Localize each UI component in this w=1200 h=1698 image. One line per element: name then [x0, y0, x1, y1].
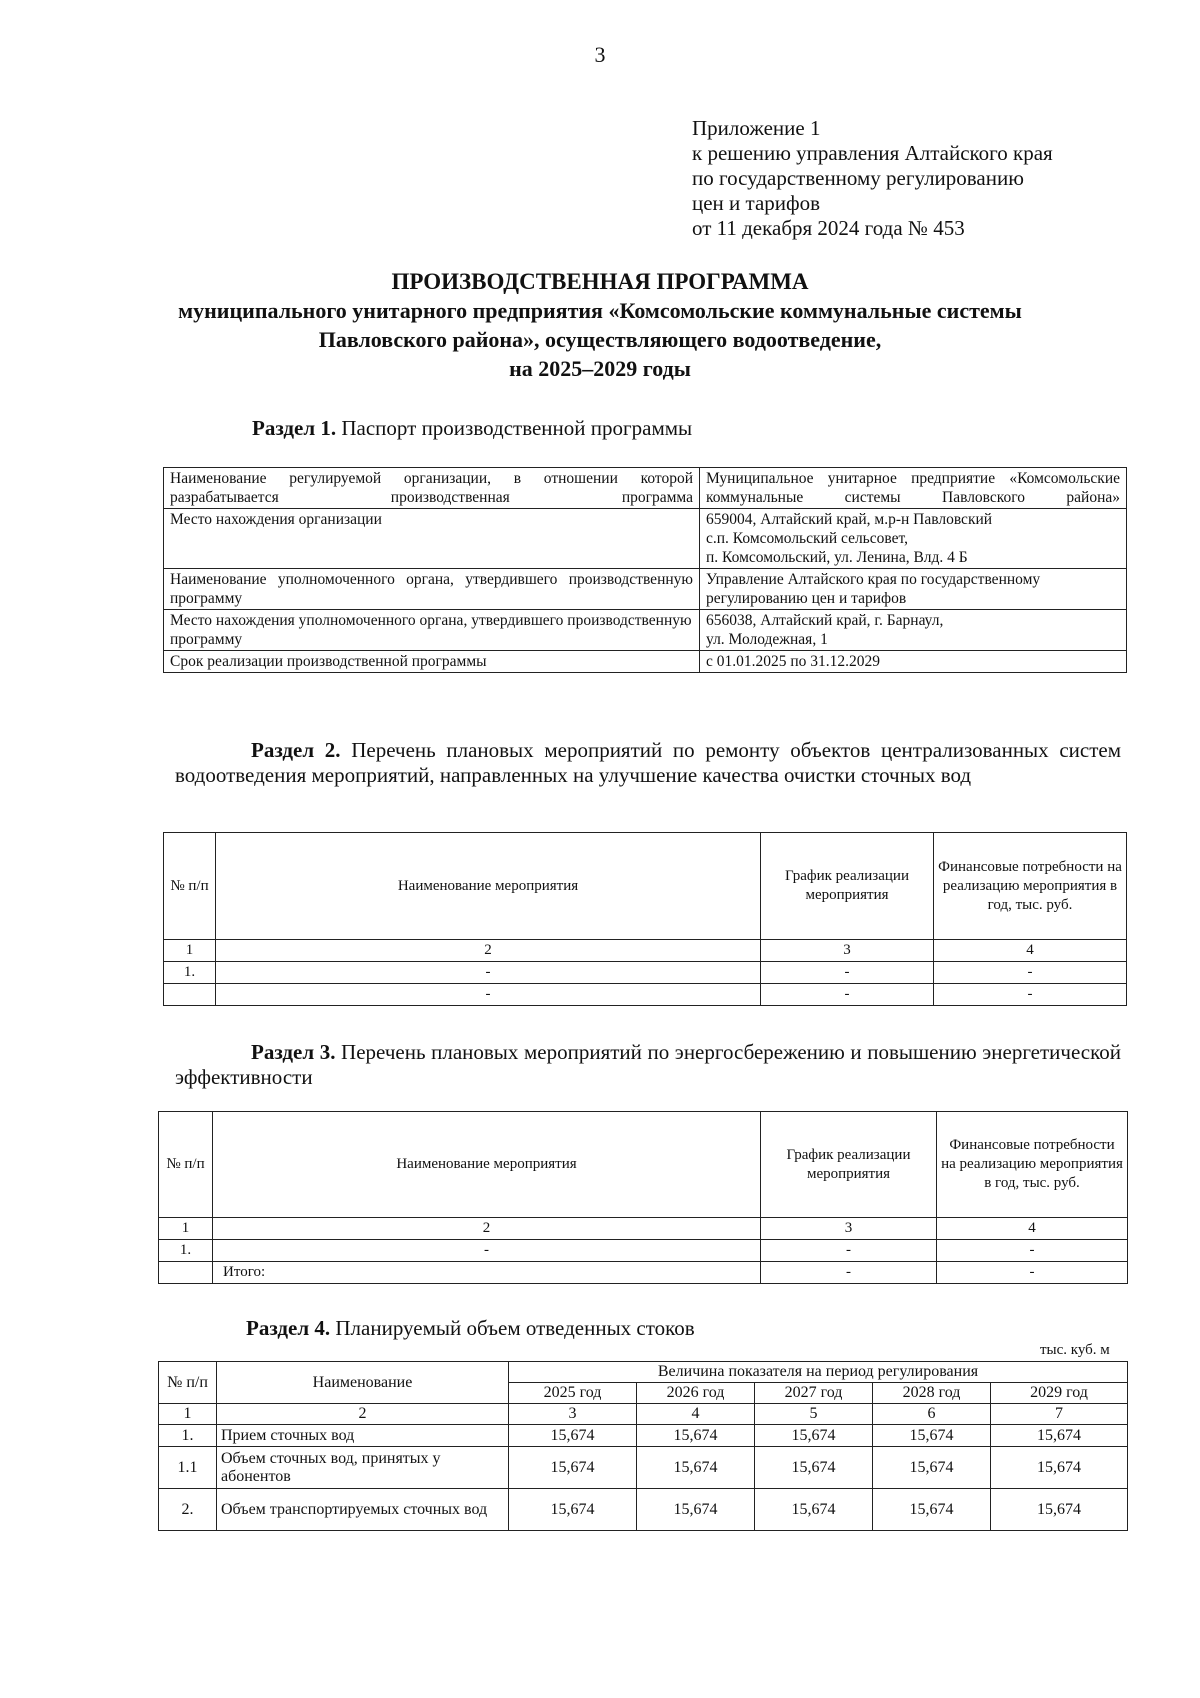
row-name: Объем транспортируемых сточных вод	[217, 1489, 509, 1531]
row-value: 15,674	[637, 1489, 755, 1531]
header-num: № п/п	[159, 1362, 217, 1404]
appendix-line: цен и тарифов	[692, 191, 821, 215]
page-number: 3	[594, 42, 606, 67]
column-number: 2	[217, 1404, 509, 1425]
section3-heading	[175, 1040, 1121, 1090]
appendix-block	[692, 116, 1053, 241]
header-schedule: График реализации мероприятия	[761, 1112, 937, 1218]
table-number-row	[159, 1218, 1128, 1240]
table-row	[164, 651, 1127, 673]
header-year: 2028 год	[873, 1383, 991, 1404]
column-number: 3	[761, 1218, 937, 1240]
appendix-line: от 11 декабря 2024 года № 453	[692, 216, 965, 240]
row-value: 15,674	[873, 1425, 991, 1447]
value-line: п. Комсомольский, ул. Ленина, Влд. 4 Б	[706, 549, 968, 566]
column-number: 7	[991, 1404, 1128, 1425]
table-cell	[164, 984, 216, 1006]
energy-measures-table	[158, 1111, 1128, 1284]
passport-value: Управление Алтайского края по государственному регулированию цен и тарифов	[700, 569, 1127, 610]
column-number: 2	[213, 1218, 761, 1240]
section1-heading	[252, 416, 692, 441]
row-value: 15,674	[509, 1425, 637, 1447]
table-row	[164, 984, 1127, 1006]
section3-label: Раздел 3.	[251, 1040, 336, 1064]
passport-key: Место нахождения организации	[164, 509, 700, 569]
passport-key: Наименование уполномоченного органа, утвердившего производственную программу	[164, 569, 700, 610]
row-num: 1.	[159, 1425, 217, 1447]
section2-label: Раздел 2.	[251, 738, 341, 762]
appendix-line: к решению управления Алтайского края	[692, 141, 1053, 165]
table-row	[159, 1262, 1128, 1284]
header-year: 2027 год	[755, 1383, 873, 1404]
table-cell: 1.	[159, 1240, 213, 1262]
table-header-row	[159, 1362, 1128, 1383]
repair-measures-table	[163, 832, 1127, 1006]
table-row	[159, 1240, 1128, 1262]
column-number: 1	[159, 1404, 217, 1425]
title-line: на 2025–2029 годы	[509, 356, 691, 381]
header-year: 2026 год	[637, 1383, 755, 1404]
row-value: 15,674	[991, 1447, 1128, 1489]
column-number: 4	[637, 1404, 755, 1425]
row-value: 15,674	[637, 1425, 755, 1447]
table-cell	[159, 1262, 213, 1284]
appendix-line: по государственному регулированию	[692, 166, 1024, 190]
column-number: 6	[873, 1404, 991, 1425]
passport-key: Срок реализации производственной программы	[164, 651, 700, 673]
section4-title: Планируемый объем отведенных стоков	[330, 1316, 695, 1340]
table-cell: -	[937, 1262, 1128, 1284]
total-label: Итого:	[213, 1262, 761, 1284]
row-value: 15,674	[991, 1489, 1128, 1531]
header-name: Наименование	[217, 1362, 509, 1404]
section1-label: Раздел 1.	[252, 416, 337, 440]
row-value: 15,674	[755, 1425, 873, 1447]
table-number-row	[159, 1404, 1128, 1425]
passport-value: с 01.01.2025 по 31.12.2029	[700, 651, 1127, 673]
header-name: Наименование мероприятия	[216, 833, 761, 940]
row-name: Объем сточных вод, принятых у абонентов	[217, 1447, 509, 1489]
table-row	[164, 569, 1127, 610]
header-finance: Финансовые потребности на реализацию мероприятия в год, тыс. руб.	[934, 833, 1127, 940]
row-value: 15,674	[509, 1489, 637, 1531]
row-name: Прием сточных вод	[217, 1425, 509, 1447]
table-cell: -	[761, 1262, 937, 1284]
table-cell: -	[213, 1240, 761, 1262]
header-period: Величина показателя на период регулирования	[509, 1362, 1128, 1383]
column-number: 3	[761, 940, 934, 962]
row-num: 2.	[159, 1489, 217, 1531]
passport-table	[163, 467, 1127, 673]
passport-key: Наименование регулируемой организации, в отношении которой разрабатывается производственная программа	[164, 468, 700, 509]
column-number: 3	[509, 1404, 637, 1425]
table-cell: 1.	[164, 962, 216, 984]
table-cell: -	[934, 962, 1127, 984]
row-value: 15,674	[637, 1447, 755, 1489]
row-value: 15,674	[509, 1447, 637, 1489]
table-cell: -	[761, 962, 934, 984]
title-line: Павловского района», осуществляющего водоотведение,	[318, 327, 882, 352]
title-line: муниципального унитарного предприятия «Комсомольские коммунальные системы	[178, 298, 1022, 323]
header-num: № п/п	[164, 833, 216, 940]
table-cell: -	[761, 1240, 937, 1262]
header-year: 2029 год	[991, 1383, 1128, 1404]
value-line: 659004, Алтайский край, м.р-н Павловский	[706, 511, 993, 528]
table-cell: -	[934, 984, 1127, 1006]
passport-value	[700, 610, 1127, 651]
section1-title: Паспорт производственной программы	[336, 416, 693, 440]
value-line: ул. Молодежная, 1	[706, 631, 828, 648]
title-main: ПРОИЗВОДСТВЕННАЯ ПРОГРАММА	[391, 269, 809, 294]
document-title	[150, 267, 1050, 383]
table-row	[164, 468, 1127, 509]
section3-title: Перечень плановых мероприятий по энергосбережению и повышению энергетической эффективности	[175, 1040, 1121, 1089]
value-line: с.п. Комсомольский сельсовет,	[706, 530, 908, 547]
table-row	[164, 610, 1127, 651]
row-value: 15,674	[755, 1489, 873, 1531]
section4-heading	[246, 1316, 695, 1341]
passport-value: Муниципальное унитарное предприятие «Комсомольские коммунальные системы Павловского района»	[700, 468, 1127, 509]
table-row	[159, 1425, 1128, 1447]
section2-title: Перечень плановых мероприятий по ремонту объектов централизованных систем водоотведения мероприятий, направленных на улучшение качества очистки сточных вод	[175, 738, 1121, 787]
column-number: 4	[934, 940, 1127, 962]
table-cell: -	[937, 1240, 1128, 1262]
units-label: тыс. куб. м	[1040, 1342, 1110, 1358]
column-number: 2	[216, 940, 761, 962]
table-cell: -	[216, 962, 761, 984]
row-value: 15,674	[755, 1447, 873, 1489]
table-number-row	[164, 940, 1127, 962]
section2-heading	[175, 738, 1121, 788]
table-row	[164, 962, 1127, 984]
column-number: 4	[937, 1218, 1128, 1240]
header-finance: Финансовые потребности на реализацию мероприятия в год, тыс. руб.	[937, 1112, 1128, 1218]
section4-label: Раздел 4.	[246, 1316, 331, 1340]
header-name: Наименование мероприятия	[213, 1112, 761, 1218]
value-line: 656038, Алтайский край, г. Барнаул,	[706, 612, 944, 629]
wastewater-volume-table	[158, 1361, 1128, 1531]
header-year: 2025 год	[509, 1383, 637, 1404]
appendix-line: Приложение 1	[692, 116, 821, 140]
column-number: 1	[159, 1218, 213, 1240]
table-row	[159, 1447, 1128, 1489]
column-number: 5	[755, 1404, 873, 1425]
table-header-row	[164, 833, 1127, 940]
table-header-row	[159, 1112, 1128, 1218]
row-value: 15,674	[873, 1447, 991, 1489]
table-cell: -	[761, 984, 934, 1006]
header-schedule: График реализации мероприятия	[761, 833, 934, 940]
passport-key: Место нахождения уполномоченного органа, утвердившего производственную программу	[164, 610, 700, 651]
table-row	[159, 1489, 1128, 1531]
table-cell: -	[216, 984, 761, 1006]
row-num: 1.1	[159, 1447, 217, 1489]
table-row	[164, 509, 1127, 569]
row-value: 15,674	[991, 1425, 1128, 1447]
column-number: 1	[164, 940, 216, 962]
row-value: 15,674	[873, 1489, 991, 1531]
header-num: № п/п	[159, 1112, 213, 1218]
passport-value	[700, 509, 1127, 569]
